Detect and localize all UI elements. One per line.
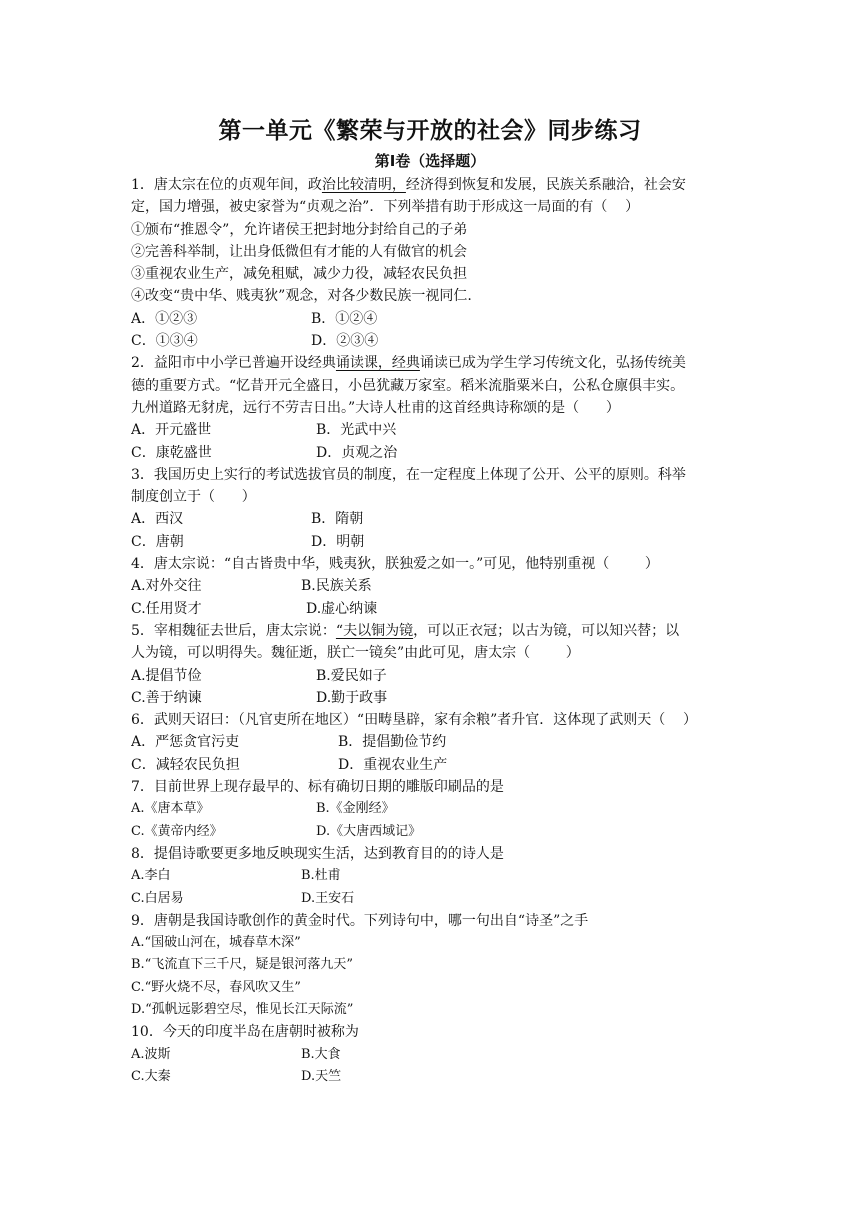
q1-stem-text: 1．唐太宗在位的贞观年间，政 bbox=[131, 177, 322, 193]
q4-option-d: D.虚心纳谏 bbox=[306, 600, 378, 617]
q1-option-d: D．②③④ bbox=[311, 333, 379, 350]
q6-options-row1 bbox=[131, 731, 733, 753]
q10-option-d: D.天竺 bbox=[301, 1068, 342, 1084]
q1-options-row1 bbox=[131, 308, 733, 330]
question-3-stem-line2: 制度创立于（ ） bbox=[131, 489, 256, 506]
q7-option-c: C.《黄帝内经》 bbox=[131, 823, 223, 839]
q10-option-a: A.波斯 bbox=[131, 1046, 171, 1062]
question-5-stem-line2: 人为镜，可以明得失。魏征逝，朕亡一镜矣”由此可见，唐太宗（ ） bbox=[131, 645, 580, 662]
q7-options-row2 bbox=[131, 821, 733, 843]
question-1-stem bbox=[131, 174, 733, 196]
question-10-stem: 10．今天的印度半岛在唐朝时被称为 bbox=[131, 1024, 359, 1041]
page-title: 第一单元《繁荣与开放的社会》同步练习 bbox=[218, 118, 642, 144]
q5-option-b: B.爱民如子 bbox=[316, 667, 387, 684]
q9-option-a: A.“国破山河在，城春草木深” bbox=[131, 935, 301, 951]
question-8-stem: 8．提倡诗歌要更多地反映现实生活，达到教育目的的诗人是 bbox=[131, 845, 504, 862]
q1-option-c: C．①③④ bbox=[131, 333, 198, 350]
q3-option-a: A．西汉 bbox=[131, 511, 184, 528]
q8-option-a: A.李白 bbox=[131, 868, 171, 884]
q10-options-row2 bbox=[131, 1066, 733, 1088]
q2-underlined-text: 诵读课，经典 bbox=[335, 355, 420, 372]
question-7-stem: 7．目前世界上现存最早的、标有确切日期的雕版印刷品的是 bbox=[131, 779, 504, 796]
q1-options-row2 bbox=[131, 330, 733, 352]
section-heading: 第Ⅰ卷（选择题） bbox=[374, 152, 486, 170]
q2-stem-text-cont: 诵读已成为学生学习传统文化，弘扬传统美 bbox=[419, 355, 686, 372]
q6-options-row2 bbox=[131, 754, 733, 776]
q5-stem-text: 5．宰相魏征去世后，唐太宗说： bbox=[131, 622, 336, 639]
q10-options-row1 bbox=[131, 1044, 733, 1066]
q3-option-b: B．隋朝 bbox=[311, 511, 364, 528]
q6-option-d: D．重视农业生产 bbox=[338, 756, 448, 773]
q1-underlined-text: 治比较清明， bbox=[321, 177, 406, 193]
q8-options-row1 bbox=[131, 865, 733, 887]
q3-option-d: D．明朝 bbox=[311, 533, 365, 550]
q2-option-b: B．光武中兴 bbox=[316, 422, 397, 439]
q6-option-a: A．严惩贪官污吏 bbox=[131, 734, 240, 751]
q4-options-row2 bbox=[131, 598, 733, 620]
question-list bbox=[131, 174, 733, 1088]
q1-statement-3: ③重视农业生产，减免租赋，减少力役，减轻农民负担 bbox=[131, 266, 467, 283]
q5-underlined-text: “夫以铜为镜 bbox=[335, 622, 414, 639]
q10-option-c: C.大秦 bbox=[131, 1068, 171, 1084]
question-1-stem-line2: 定，国力增强，被史家誉为“贞观之治”．下列举措有助于形成这一局面的有（ ） bbox=[131, 199, 640, 216]
q7-options-row1 bbox=[131, 798, 733, 820]
q2-option-c: C．康乾盛世 bbox=[131, 444, 212, 461]
question-3-stem: 3．我国历史上实行的考试选拔官员的制度，在一定程度上体现了公开、公平的原则。科举 bbox=[131, 466, 686, 483]
q10-option-b: B.大食 bbox=[301, 1046, 341, 1062]
q4-option-b: B.民族关系 bbox=[301, 578, 372, 595]
q7-option-b: B.《金刚经》 bbox=[316, 801, 395, 817]
q3-options-row2 bbox=[131, 531, 733, 553]
question-9-stem: 9．唐朝是我国诗歌创作的黄金时代。下列诗句中，哪一句出自“诗圣”之手 bbox=[131, 912, 589, 929]
q2-option-a: A．开元盛世 bbox=[131, 422, 212, 439]
q5-option-c: C.善于纳谏 bbox=[131, 689, 202, 706]
q8-options-row2 bbox=[131, 888, 733, 910]
q5-options-row1 bbox=[131, 665, 733, 687]
q8-option-c: C.白居易 bbox=[131, 890, 184, 906]
q5-option-a: A.提倡节俭 bbox=[131, 667, 202, 684]
q7-option-d: D.《大唐西域记》 bbox=[316, 823, 422, 839]
q7-option-a: A.《唐本草》 bbox=[131, 801, 210, 817]
q2-option-d: D．贞观之治 bbox=[316, 444, 398, 461]
question-2-stem-line3: 九州道路无豺虎，远行不劳吉日出。”大诗人杜甫的这首经典诗称颂的是（ ） bbox=[131, 399, 620, 416]
q5-options-row2 bbox=[131, 687, 733, 709]
q3-options-row1 bbox=[131, 508, 733, 530]
question-4-stem: 4．唐太宗说：“自古皆贵中华，贱夷狄，朕独爱之如一。”可见，他特别重视（ ） bbox=[131, 556, 659, 573]
q1-stem-text-cont: 经济得到恢复和发展，民族关系融洽，社会安 bbox=[405, 177, 686, 193]
q1-statement-1: ①颁布“推恩令”，允许诸侯王把封地分封给自己的子弟 bbox=[131, 221, 468, 238]
q6-option-b: B．提倡勤俭节约 bbox=[338, 734, 447, 751]
q8-option-d: D.王安石 bbox=[301, 890, 355, 906]
question-2-stem bbox=[131, 352, 733, 374]
q1-statement-4: ④改变“贵中华、贱夷狄”观念，对各少数民族一视同仁. bbox=[131, 288, 472, 305]
q4-option-c: C.任用贤才 bbox=[131, 600, 202, 617]
q9-option-b: B.“飞流直下三千尺，疑是银河落九天” bbox=[131, 957, 353, 973]
q2-options-row2 bbox=[131, 442, 733, 464]
q9-option-c: C.“野火烧不尽，春风吹又生” bbox=[131, 979, 301, 995]
question-2-stem-line2: 德的重要方式。“忆昔开元全盛日，小邑犹藏万家室。稻米流脂粟米白，公私仓廪俱丰实。 bbox=[131, 377, 685, 394]
q5-stem-text-cont: ，可以正衣冠；以古为镜，可以知兴替；以 bbox=[413, 622, 680, 639]
q6-option-c: C．减轻农民负担 bbox=[131, 756, 240, 773]
q1-option-a: A．①②③ bbox=[131, 310, 198, 327]
q1-option-b: B．①②④ bbox=[311, 310, 378, 327]
question-5-stem bbox=[131, 620, 733, 642]
q4-option-a: A.对外交往 bbox=[131, 578, 202, 595]
q9-option-d: D.“孤帆远影碧空尽，惟见长江天际流” bbox=[131, 1001, 354, 1017]
q2-options-row1 bbox=[131, 419, 733, 441]
q4-options-row1 bbox=[131, 575, 733, 597]
q2-stem-text: 2．益阳市中小学已普遍开设经典 bbox=[131, 355, 336, 372]
question-6-stem: 6．武则天诏曰：（凡官吏所在地区）“田畴垦辟，家有余粮”者升官．这体现了武则天（ ） bbox=[131, 712, 698, 729]
q3-option-c: C．唐朝 bbox=[131, 533, 184, 550]
q1-statement-2: ②完善科举制，让出身低微但有才能的人有做官的机会 bbox=[131, 243, 467, 260]
q8-option-b: B.杜甫 bbox=[301, 868, 341, 884]
q5-option-d: D.勤于政事 bbox=[316, 689, 388, 706]
